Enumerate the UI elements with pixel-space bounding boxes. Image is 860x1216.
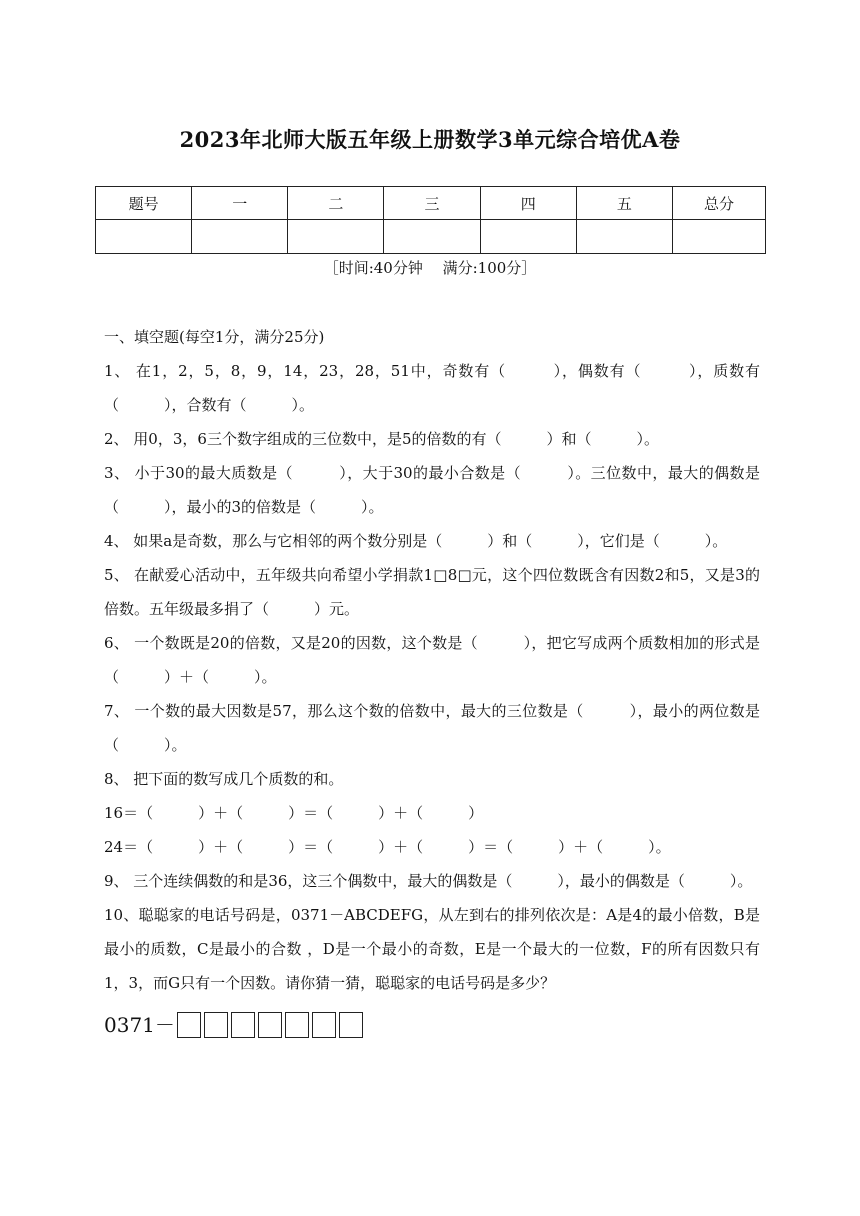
- question-9: 9、 三个连续偶数的和是36，这三个偶数中，最大的偶数是（ ），最小的偶数是（ ）。: [104, 872, 753, 890]
- score-table-blank-row: [96, 220, 766, 254]
- question-6: 6、 一个数既是20的倍数，又是20的因数，这个数是（ ），把它写成两个质数相加的形式是（ ）＋（ ）。: [104, 634, 760, 686]
- question-7: 7、 一个数的最大因数是57，那么这个数的倍数中，最大的三位数是（ ），最小的两位数是（ ）。: [104, 702, 760, 754]
- page-title: 2023年北师大版五年级上册数学3单元综合培优A卷: [179, 127, 681, 152]
- score-table: [95, 186, 766, 254]
- score-blank-cell[interactable]: [673, 220, 766, 254]
- score-blank-cell[interactable]: [192, 220, 288, 254]
- score-header-cell: 一: [192, 187, 288, 220]
- phone-digit-box[interactable]: [231, 1012, 255, 1038]
- phone-digit-box[interactable]: [312, 1012, 336, 1038]
- question-1: 1、 在1，2，5，8，9，14，23，28，51中，奇数有（ ），偶数有（ ），质数有（ ），合数有（ ）。: [104, 362, 760, 414]
- phone-digit-box[interactable]: [339, 1012, 363, 1038]
- score-header-cell: 总分: [673, 187, 766, 220]
- question-8: 8、 把下面的数写成几个质数的和。: [104, 770, 344, 788]
- phone-answer: [104, 1008, 760, 1042]
- phone-digit-box[interactable]: [285, 1012, 309, 1038]
- question-3: 3、 小于30的最大质数是（ ），大于30的最小合数是（ ）。三位数中，最大的偶数是（ ），最小的3的倍数是（ ）。: [104, 464, 760, 516]
- phone-digit-box[interactable]: [258, 1012, 282, 1038]
- question-section: [104, 320, 760, 1042]
- score-header-cell: 题号: [96, 187, 192, 220]
- score-header-cell: 五: [576, 187, 672, 220]
- phone-prefix: 0371－: [104, 1013, 175, 1037]
- phone-digit-box[interactable]: [204, 1012, 228, 1038]
- score-blank-cell[interactable]: [384, 220, 480, 254]
- phone-digit-box[interactable]: [177, 1012, 201, 1038]
- question-5: 5、 在献爱心活动中，五年级共向希望小学捐款1□8□元，这个四位数既含有因数2和5，又是3的倍数。五年级最多捐了（ ）元。: [104, 566, 760, 618]
- score-header-cell: 四: [480, 187, 576, 220]
- score-blank-cell[interactable]: [480, 220, 576, 254]
- question-10: 10、聪聪家的电话号码是，0371－ABCDEFG，从左到右的排列依次是：A是4的最小倍数，B是最小的质数，C是最小的合数 ，D是一个最小的奇数，E是一个最大的一位数，F的所有因数只有1，3，而G只有一个因数。请你猜一猜，聪聪家的电话号码是多少？: [104, 906, 760, 992]
- time-info: ［时间:40分钟 满分:100分］: [323, 259, 537, 277]
- score-blank-cell[interactable]: [576, 220, 672, 254]
- section-heading: 一、填空题(每空1分，满分25分): [104, 328, 325, 346]
- question-4: 4、 如果a是奇数，那么与它相邻的两个数分别是（ ）和（ ），它们是（ ）。: [104, 532, 728, 550]
- question-8-line-24: 24＝（ ）＋（ ）＝（ ）＋（ ）＝（ ）＋（ ）。: [104, 838, 671, 856]
- question-8-line-16: 16＝（ ）＋（ ）＝（ ）＋（ ）: [104, 804, 484, 822]
- score-blank-cell[interactable]: [288, 220, 384, 254]
- question-2: 2、 用0，3，6三个数字组成的三位数中，是5的倍数的有（ ）和（ ）。: [104, 430, 659, 448]
- score-table-header-row: [96, 187, 766, 220]
- score-header-cell: 三: [384, 187, 480, 220]
- score-header-cell: 二: [288, 187, 384, 220]
- score-blank-cell[interactable]: [96, 220, 192, 254]
